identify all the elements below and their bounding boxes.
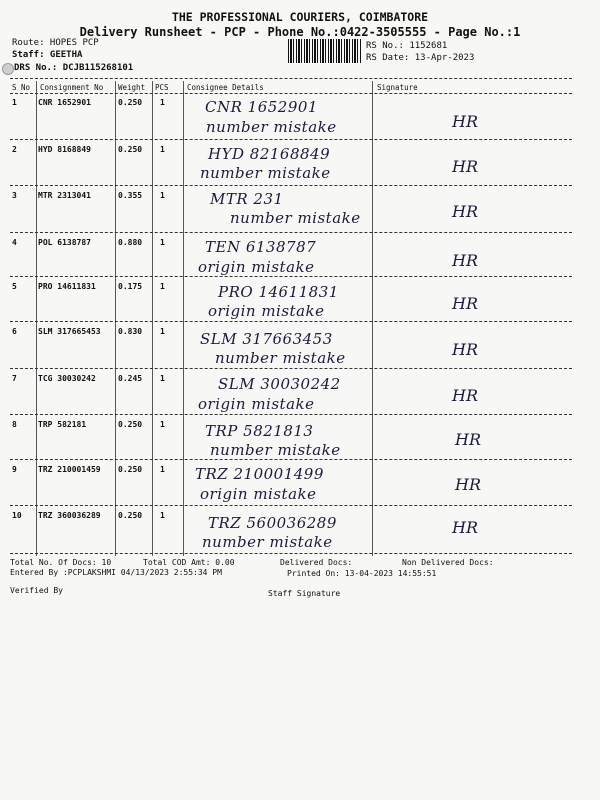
row-sno: 8	[12, 420, 17, 429]
row-consignment-no: TRP 582181	[38, 420, 87, 429]
column-header-divider	[10, 93, 572, 94]
row-weight: 0.250	[118, 511, 143, 520]
handwritten-note-line2: origin mistake	[198, 395, 315, 413]
row-divider	[10, 414, 572, 415]
row-divider	[10, 232, 572, 233]
delivered-docs: Delivered Docs:	[280, 558, 353, 567]
row-weight: 0.175	[118, 282, 143, 291]
signature-initials: HR	[452, 386, 478, 405]
handwritten-note-line1: MTR 231	[210, 190, 284, 208]
handwritten-note-line1: TEN 6138787	[205, 238, 317, 256]
barcode-icon	[288, 39, 361, 63]
row-weight: 0.250	[118, 465, 143, 474]
signature-initials: HR	[452, 112, 478, 131]
row-sno: 10	[12, 511, 22, 520]
row-pcs: 1	[160, 282, 165, 291]
handwritten-note-line1: SLM 317663453	[200, 330, 333, 348]
row-pcs: 1	[160, 327, 165, 336]
rs-number: RS No.: 1152681	[366, 41, 448, 51]
row-pcs: 1	[160, 465, 165, 474]
row-divider	[10, 505, 572, 506]
row-sno: 5	[12, 282, 17, 291]
row-divider	[10, 321, 572, 322]
row-sno: 3	[12, 191, 17, 200]
handwritten-note-line1: TRZ 210001499	[195, 465, 324, 483]
row-consignment-no: MTR 2313041	[38, 191, 91, 200]
header-divider	[10, 78, 572, 79]
row-weight: 0.355	[118, 191, 143, 200]
row-pcs: 1	[160, 374, 165, 383]
handwritten-note-line1: TRZ 560036289	[208, 514, 337, 532]
row-consignment-no: PRO 14611831	[38, 282, 96, 291]
row-divider	[10, 139, 572, 140]
column-rule	[372, 81, 373, 556]
row-divider	[10, 276, 572, 277]
signature-initials: HR	[452, 294, 478, 313]
column-rule	[36, 81, 37, 556]
signature-initials: HR	[455, 430, 481, 449]
handwritten-note-line2: origin mistake	[200, 485, 317, 503]
signature-initials: HR	[455, 475, 481, 494]
col-consignment: Consignment No	[40, 83, 104, 92]
handwritten-note-line1: TRP 5821813	[205, 422, 314, 440]
row-weight: 0.830	[118, 327, 143, 336]
staff-label: Staff: GEETHA	[12, 50, 83, 60]
row-sno: 7	[12, 374, 17, 383]
row-divider	[10, 368, 572, 369]
row-pcs: 1	[160, 98, 165, 107]
signature-initials: HR	[452, 518, 478, 537]
handwritten-note-line2: origin mistake	[208, 302, 325, 320]
handwritten-note-line2: number mistake	[200, 164, 331, 182]
row-sno: 4	[12, 238, 17, 247]
row-sno: 1	[12, 98, 17, 107]
col-pcs: PCS	[155, 83, 169, 92]
row-weight: 0.250	[118, 98, 143, 107]
company-title: THE PROFESSIONAL COURIERS, COIMBATORE	[171, 10, 429, 24]
handwritten-note-line2: number mistake	[210, 441, 341, 459]
col-signature: Signature	[377, 83, 418, 92]
signature-initials: HR	[452, 202, 478, 221]
row-sno: 9	[12, 465, 17, 474]
punch-hole-mark	[2, 63, 14, 75]
staff-signature: Staff Signature	[268, 589, 341, 598]
signature-initials: HR	[452, 340, 478, 359]
row-weight: 0.880	[118, 238, 143, 247]
row-consignment-no: CNR 1652901	[38, 98, 91, 107]
total-cod-amount: Total COD Amt: 0.00	[143, 558, 235, 567]
row-divider	[10, 185, 572, 186]
handwritten-note-line1: PRO 14611831	[218, 283, 339, 301]
drs-number: DRS No.: DCJB115268101	[14, 63, 134, 73]
row-sno: 2	[12, 145, 17, 154]
handwritten-note-line2: number mistake	[206, 118, 337, 136]
row-consignment-no: TCG 30030242	[38, 374, 96, 383]
verified-by: Verified By	[10, 586, 63, 595]
printed-on: Printed On: 13-04-2023 14:55:51	[287, 569, 437, 578]
handwritten-note-line2: number mistake	[230, 209, 361, 227]
row-weight: 0.250	[118, 145, 143, 154]
row-weight: 0.250	[118, 420, 143, 429]
rs-date: RS Date: 13-Apr-2023	[366, 53, 475, 63]
runsheet-subtitle: Delivery Runsheet - PCP - Phone No.:0422-3505555 - Page No.:1	[79, 25, 521, 39]
route-label: Route: HOPES PCP	[12, 38, 99, 48]
table-bottom-divider	[10, 553, 572, 554]
signature-initials: HR	[452, 157, 478, 176]
row-consignment-no: POL 6138787	[38, 238, 91, 247]
column-rule	[183, 81, 184, 556]
handwritten-note-line1: SLM 30030242	[218, 375, 341, 393]
column-rule	[115, 81, 116, 556]
handwritten-note-line1: CNR 1652901	[205, 98, 318, 116]
col-weight: Weight	[118, 83, 146, 92]
entered-by: Entered By :PCPLAKSHMI 04/13/2023 2:55:34 PM	[10, 568, 222, 577]
handwritten-note-line2: origin mistake	[198, 258, 315, 276]
row-pcs: 1	[160, 145, 165, 154]
row-pcs: 1	[160, 191, 165, 200]
non-delivered-docs: Non Delivered Docs:	[402, 558, 494, 567]
col-sno: S No	[12, 83, 31, 92]
row-sno: 6	[12, 327, 17, 336]
row-pcs: 1	[160, 511, 165, 520]
col-consignee: Consignee Details	[187, 83, 264, 92]
column-rule	[152, 81, 153, 556]
row-consignment-no: HYD 8168849	[38, 145, 91, 154]
row-divider	[10, 459, 572, 460]
total-docs: Total No. Of Docs: 10	[10, 558, 112, 567]
handwritten-note-line1: HYD 82168849	[208, 145, 331, 163]
row-consignment-no: TRZ 360036289	[38, 511, 101, 520]
row-pcs: 1	[160, 420, 165, 429]
signature-initials: HR	[452, 251, 478, 270]
row-consignment-no: SLM 317665453	[38, 327, 101, 336]
row-consignment-no: TRZ 210001459	[38, 465, 101, 474]
row-pcs: 1	[160, 238, 165, 247]
handwritten-note-line2: number mistake	[215, 349, 346, 367]
handwritten-note-line2: number mistake	[202, 533, 333, 551]
row-weight: 0.245	[118, 374, 143, 383]
